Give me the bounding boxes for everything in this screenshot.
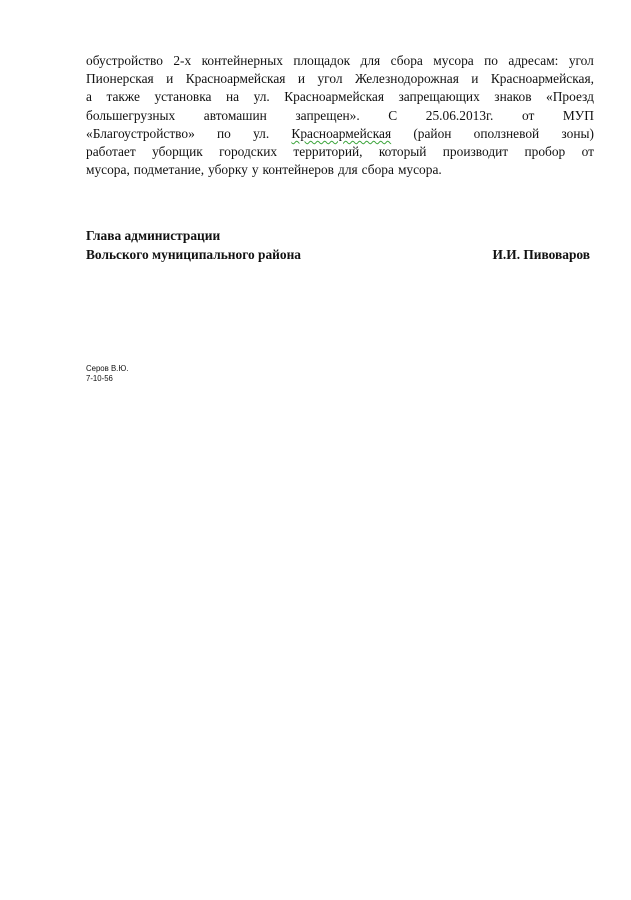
word: большегрузных	[86, 107, 176, 123]
word: подметание,	[133, 162, 205, 178]
text-line	[86, 70, 594, 88]
word: «Благоустройство»	[86, 125, 195, 141]
word: территорий,	[293, 143, 363, 159]
word: Пионерская	[86, 71, 154, 87]
word: работает	[86, 143, 136, 159]
word: ул.	[253, 89, 270, 105]
word: (район	[413, 125, 452, 141]
word: Красноармейская,	[490, 71, 594, 87]
word: мусора	[433, 53, 474, 68]
word: сбора	[361, 162, 394, 178]
text-line	[86, 143, 594, 161]
word: Железнодорожная	[354, 71, 459, 87]
word: запрещающих	[398, 89, 480, 105]
word: городских	[219, 143, 278, 159]
word: а	[86, 89, 92, 105]
signatory-name: И.И. Пивоваров	[492, 247, 590, 262]
word: и	[471, 71, 479, 87]
word: установка	[154, 89, 212, 105]
spellcheck-word: Красноармейская	[291, 125, 392, 141]
word: С	[388, 107, 398, 123]
word: обустройство	[86, 53, 163, 68]
executor-name: Серов В.Ю.	[86, 364, 129, 373]
executor-phone: 7-10-56	[86, 374, 113, 383]
body-text	[86, 52, 594, 179]
word: контейнеров	[262, 162, 335, 178]
signature-block	[86, 226, 590, 264]
word: МУП	[562, 107, 594, 123]
word: для	[360, 53, 381, 68]
word: и	[166, 71, 174, 87]
word: сбора	[390, 53, 423, 68]
word: от	[581, 143, 594, 159]
text-line	[86, 161, 594, 179]
text-line	[86, 88, 594, 106]
text-line	[86, 52, 594, 70]
signature-position-line2: Вольского муниципального района	[86, 247, 301, 262]
word: запрещен».	[295, 107, 360, 123]
word: по	[217, 125, 231, 141]
word: адресам:	[508, 53, 559, 68]
word: и	[297, 71, 306, 87]
word: производит	[442, 143, 509, 159]
text-line	[86, 125, 594, 143]
word: угол	[317, 71, 343, 87]
word: 2-х	[173, 53, 192, 68]
word: также	[106, 89, 140, 105]
text-line	[86, 107, 594, 125]
word: угол	[568, 53, 594, 68]
word: который	[378, 143, 427, 159]
word: уборщик	[152, 143, 203, 159]
word: площадок	[293, 53, 351, 68]
word: автомашин	[203, 107, 267, 123]
executor-block	[86, 364, 128, 384]
word: на	[225, 89, 240, 105]
word: Красноармейская	[284, 89, 384, 105]
word: по	[484, 53, 499, 68]
word: уборку	[208, 162, 248, 178]
word: мусора,	[86, 162, 130, 178]
word: 25.06.2013г.	[425, 107, 494, 123]
word: для	[338, 162, 358, 178]
word: мусора.	[397, 162, 442, 178]
word: от	[521, 107, 535, 123]
word: Красноармейская	[185, 71, 286, 87]
word: оползневой	[473, 125, 540, 141]
word: ул.	[253, 125, 270, 141]
word: зоны)	[561, 125, 594, 141]
word: знаков	[494, 89, 532, 105]
word: «Проезд	[546, 89, 594, 105]
word: контейнерных	[201, 53, 283, 68]
word: у	[251, 162, 259, 178]
signature-position-line1: Глава администрации	[86, 228, 221, 243]
word: пробор	[524, 143, 566, 159]
